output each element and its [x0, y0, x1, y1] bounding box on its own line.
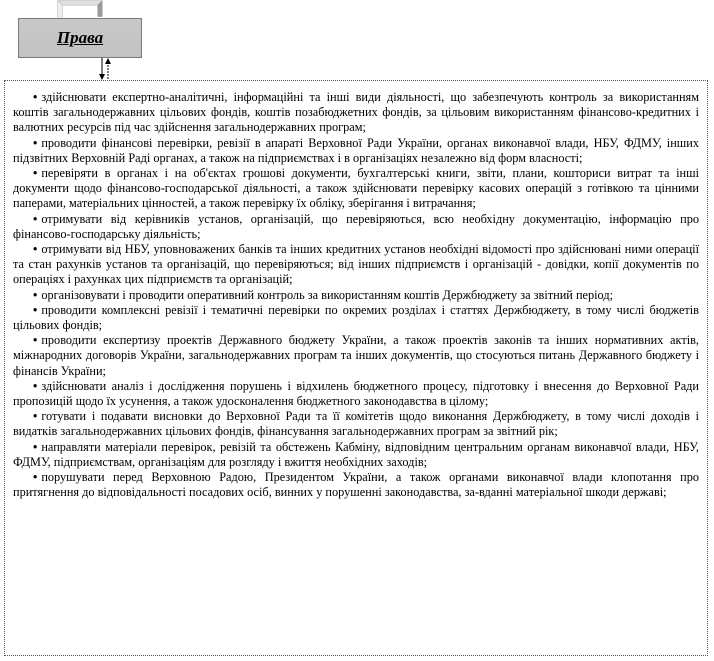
list-item: • перевіряти в органах і на об'єктах грошові документи, бухгалтерські книги, звіти, плани, кошториси витрат та інші документи щодо фінансово-господарської діяльності, а також здійснювати перевірку касових операцій з готівкою та цінними паперами, матеріальних цінностей, а також перевірку їх обліку, зберігання і витрачання; [13, 166, 699, 211]
header-box [0, 0, 160, 70]
bullet-icon: • [33, 211, 38, 226]
list-item: • отримувати від НБУ, уповноважених банків та інших кредитних установ необхідні відомості про здійснювані ними операції та стан рахунків установ та організацій, що перевіряються; від інших підприємств і організацій - довідки, копії документів по операціях і рахунках цих підприємств та організацій; [13, 242, 699, 287]
list-item: • проводити фінансові перевірки, ревізії в апараті Верховної Ради України, органах виконавчої влади, НБУ, ФДМУ, інших підзвітних Верховній Раді органах, а також на підприємствах і в організаціях незалежно від форм власності; [13, 135, 699, 165]
rights-panel [4, 80, 708, 656]
header-box-front [18, 18, 142, 58]
list-item: • порушувати перед Верховною Радою, Президентом України, а також органами виконавчої влади клопотання про притягнення до відповідальності посадових осіб, винних у порушенні законодавства, за-вданні матеріальної шкоди державі; [13, 470, 699, 500]
list-item: • організовувати і проводити оперативний контроль за використанням коштів Держбюджету за звітний період; [33, 287, 614, 302]
list-item: • здійснювати експертно-аналітичні, інформаційні та інші види діяльності, що забезпечують контроль за використанням коштів загальнодержавних цільових фондів, коштів позабюджетних фондів, за цільовим використанням фінансово-кредитних і валютних ресурсів під час здійснення загальнодержавних програм; [13, 90, 699, 135]
list-item: • здійснювати аналіз і дослідження порушень і відхилень бюджетного процесу, підготовку і внесення до Верховної Ради пропозицій щодо їх усунення, а також удосконалення бюджетного законодавства в цілому; [13, 378, 699, 409]
bullet-icon: • [33, 439, 38, 454]
bullet-icon: • [33, 333, 38, 348]
list-item: • проводити експертизу проектів Державного бюджету України, а також проектів законів та інших нормативних актів, міжнародних договорів України, загальнодержавних програм та інших документів, що стосуються питань Державного бюджету і фінансів України; [13, 333, 699, 378]
list-item: • направляти матеріали перевірок, ревізій та обстежень Кабміну, відповідним центральним органам виконавчої влади, НБУ, ФДМУ, підприємствам, організаціям для розгляду і вжиття необхідних заходів; [13, 439, 699, 469]
list-item: • готувати і подавати висновки до Верховної Ради та її комітетів щодо виконання Держбюджету, в тому числі доходів і видатків загальнодержавних цільових фондів, фінансування загальнодержавних програм за звітний рік; [13, 409, 699, 439]
header-title: Права [56, 28, 104, 47]
bullet-icon: • [33, 242, 38, 257]
box-bevel [0, 0, 160, 20]
bullet-icon: • [33, 90, 38, 104]
list-item: • отримувати від керівників установ, організацій, що перевіряються, всю необхідну документацію, інформацію про фінансово-господарську діяльність; [13, 211, 699, 241]
bullet-icon: • [33, 409, 38, 424]
bullet-icon: • [33, 287, 38, 302]
bullet-icon: • [33, 166, 38, 181]
bullet-icon: • [33, 470, 38, 485]
bullet-icon: • [33, 378, 38, 393]
bullet-icon: • [33, 135, 38, 150]
list-item: • проводити комплексні ревізії і тематичні перевірки по окремих розділах і статтях Держбюджету, в тому числі бюджетів цільових фондів; [13, 302, 699, 333]
bullet-icon: • [33, 302, 38, 317]
rights-list [13, 90, 699, 500]
